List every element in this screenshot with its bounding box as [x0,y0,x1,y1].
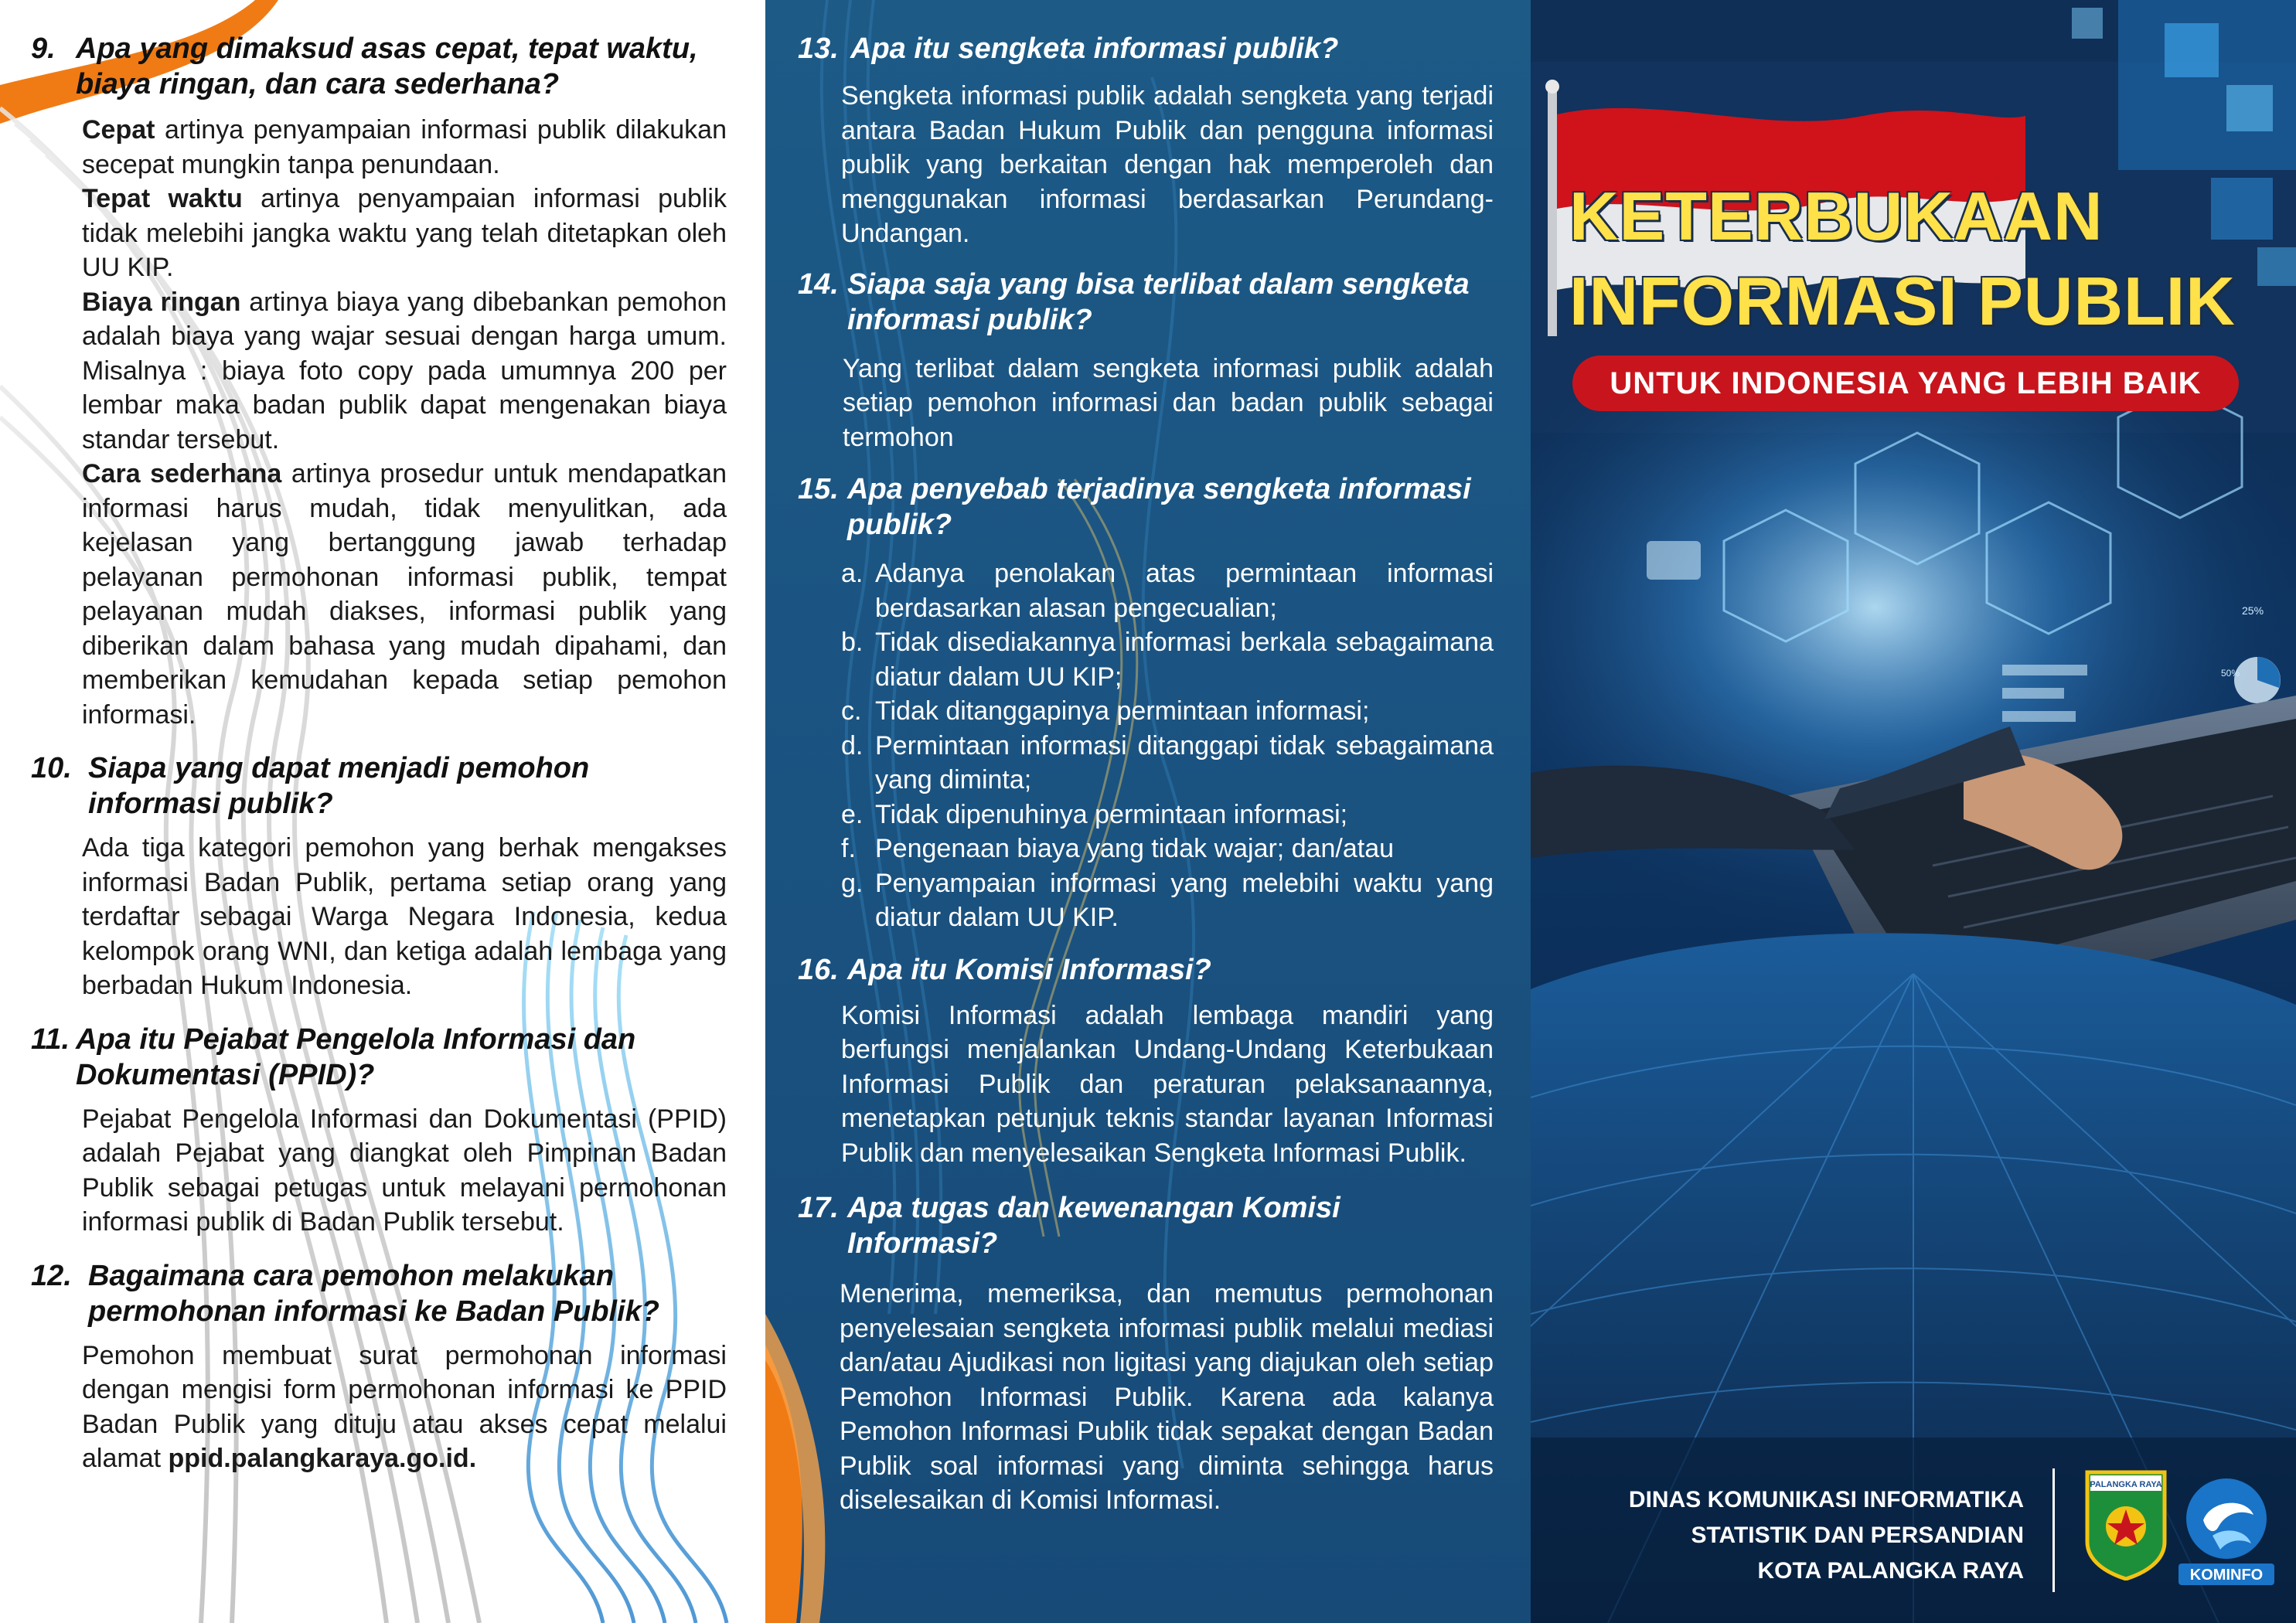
question-number: 17. [798,1192,839,1224]
answer-11: Pejabat Pengelola Informasi dan Dokumentasi (PPID) adalah Pejabat yang diangkat oleh Pimpinan Badan Publik sebagai petugas untuk melayani permohonan informasi publik di Badan Publik tersebut. [82,1104,727,1237]
question-number: 15. [798,473,839,505]
question-number: 13. [798,32,839,65]
item-text: Permintaan informasi ditanggapi tidak sebagaimana yang diminta; [875,730,1494,794]
kominfo-text: KOMINFO [2189,1567,2264,1584]
question-10 [31,750,727,822]
list-item [841,556,1494,625]
question-9 [31,31,727,102]
chart-percent-2: 50% [2221,668,2240,679]
definition: artinya biaya yang dibebankan pemohon adalah biaya yang wajar sesuai dengan harga umum. Misalnya : biaya foto copy pada umumnya 200 per lembar maka badan publik dapat mengenakan biaya standar tersebut. [82,287,727,454]
list-item [841,832,1494,866]
term: Cara sederhana [82,459,282,488]
question-number: 16. [798,953,839,986]
emblem-text: PALANGKA RAYA [2090,1480,2162,1489]
answer-12 [82,1339,727,1476]
answer-17: Menerima, memeriksa, dan memutus permohonan penyelesaian sengketa informasi publik melalui mediasi dan/atau Ajudikasi non ligitasi yang diajukan oleh setiap Pemohon Informasi Publik. Karena ada kalanya Pemohon Informasi Publik tidak sepakat dengan Badan Publik soal informasi yang diminta sehingga harus diselesaikan di Komisi Informasi. [840,1279,1494,1515]
question-title: Apa tugas dan kewenangan Komisi Informasi? [847,1192,1340,1260]
list-item [841,798,1494,832]
item-label: a. [841,559,864,588]
item-text: Tidak disediakannya informasi berkala sebagaimana diatur dalam UU KIP; [875,628,1494,692]
paragraph [82,285,727,458]
item-label: g. [841,868,864,898]
cover-title-line1: KETERBUKAAN [1569,178,2104,254]
palangka-raya-emblem-icon [2080,1465,2172,1580]
answer-14: Yang terlibat dalam sengketa informasi publik adalah setiap pemohon informasi dan badan publik sebagai termohon [843,353,1494,452]
item-label: e. [841,799,864,829]
item-text: Tidak dipenuhinya permintaan informasi; [875,799,1348,829]
definition: artinya prosedur untuk mendapatkan informasi harus mudah, tidak menyulitkan, ada kejelasan yang bertanggung jawab terhadap pelayanan permohonan informasi publik, tempat pelayanan mudah diakses, informasi publik yang diberikan dalam bahasa yang mudah dipahami, dan memberikan kemudahan kepada setiap pemohon informasi. [82,459,727,730]
paragraph [82,113,727,182]
item-label: f. [841,834,856,863]
question-17 [798,1190,1494,1261]
question-title: Apa itu Komisi Informasi? [847,953,1211,986]
kominfo-logo-icon [2172,1472,2281,1588]
question-number: 14. [798,267,839,301]
question-11 [31,1022,727,1093]
cover-title [1569,174,2288,344]
chart-percent-1: 25% [2242,604,2264,617]
question-title: Siapa saja yang bisa terlibat dalam sengketa informasi publik? [847,267,1470,336]
answer-10: Ada tiga kategori pemohon yang berhak mengakses informasi Badan Publik, pertama setiap orang yang terdaftar sebagai Warga Negara Indonesia, kedua kelompok orang WNI, dan ketiga adalah lembaga yang berbadan Hukum Indonesia. [82,833,727,1000]
question-12 [31,1258,727,1329]
question-title: Siapa yang dapat menjadi pemohon informasi publik? [88,752,590,820]
question-16 [798,952,1494,988]
list-item [841,694,1494,729]
left-panel [0,0,765,1623]
question-title: Apa itu sengketa informasi publik? [850,32,1339,65]
item-text: Pengenaan biaya yang tidak wajar; dan/atau [875,834,1395,863]
list-item [841,866,1494,935]
question-title: Bagaimana cara pemohon melakukan permohonan informasi ke Badan Publik? [88,1259,660,1328]
org-line: DINAS KOMUNIKASI INFORMATIKA [1628,1487,2024,1512]
term: Tepat waktu [82,184,243,213]
organization-name [1629,1482,2024,1589]
logo-divider [2052,1468,2055,1592]
question-title: Apa itu Pejabat Pengelola Informasi dan Dokumentasi (PPID)? [76,1022,636,1091]
item-label: b. [841,628,864,657]
answer-text: Pemohon membuat surat permohonan informasi dengan mengisi form permohonan informasi ke PPID Badan Publik yang dituju atau akses cepat melalui alamat [82,1340,727,1473]
term: Biaya ringan [82,287,241,317]
definition: artinya penyampaian informasi publik dilakukan secepat mungkin tanpa penundaan. [82,115,727,179]
list-item [841,625,1494,694]
item-text: Tidak ditanggapinya permintaan informasi; [875,696,1370,726]
cover-panel [1531,0,2296,1623]
question-number: 10. [31,752,72,784]
paragraph [82,182,727,285]
question-15 [798,471,1494,543]
item-text: Adanya penolakan atas permintaan informasi berdasarkan alasan pengecualian; [875,559,1494,623]
item-label: c. [841,696,862,726]
question-title: Apa yang dimaksud asas cepat, tepat waktu, biaya ringan, dan cara sederhana? [76,32,698,100]
question-number: 9. [31,32,56,65]
paragraph [82,457,727,732]
list-item [841,729,1494,798]
question-number: 11. [31,1022,70,1056]
term: Cepat [82,115,155,145]
definition: artinya penyampaian informasi publik tidak melebihi jangka waktu yang telah ditetapkan oleh UU KIP. [82,184,727,282]
question-14 [798,267,1494,338]
item-label: d. [841,730,864,760]
question-13 [798,31,1494,66]
cover-title-line2: INFORMASI PUBLIK [1569,263,2236,339]
answer-13: Sengketa informasi publik adalah sengketa yang terjadi antara Badan Hukum Publik dan pengguna informasi publik yang berkaitan dengan hak memperoleh dan menggunakan informasi berdasarkan Perundang-Undangan. [841,81,1494,248]
ppid-link[interactable]: ppid.palangkaraya.go.id. [168,1444,477,1473]
question-title: Apa penyebab terjadinya sengketa informasi publik? [847,473,1471,541]
org-line: STATISTIK DAN PERSANDIAN [1691,1523,2024,1548]
org-line: KOTA PALANGKA RAYA [1757,1558,2024,1584]
answer-16: Komisi Informasi adalah lembaga mandiri yang berfungsi menjalankan Undang-Undang Keterbukaan Informasi Publik dan peraturan pelaksanaannya, menetapkan petunjuk teknis standar layanan Informasi Publik dan menyelesaikan Sengketa Informasi Publik. [841,1000,1494,1168]
answer-9 [82,113,727,732]
cover-subtitle-badge: UNTUK INDONESIA YANG LEBIH BAIK [1572,356,2239,411]
item-text: Penyampaian informasi yang melebihi waktu yang diatur dalam UU KIP. [875,868,1494,932]
middle-panel [765,0,1531,1623]
question-number: 12. [31,1259,72,1292]
cause-list [841,556,1494,935]
